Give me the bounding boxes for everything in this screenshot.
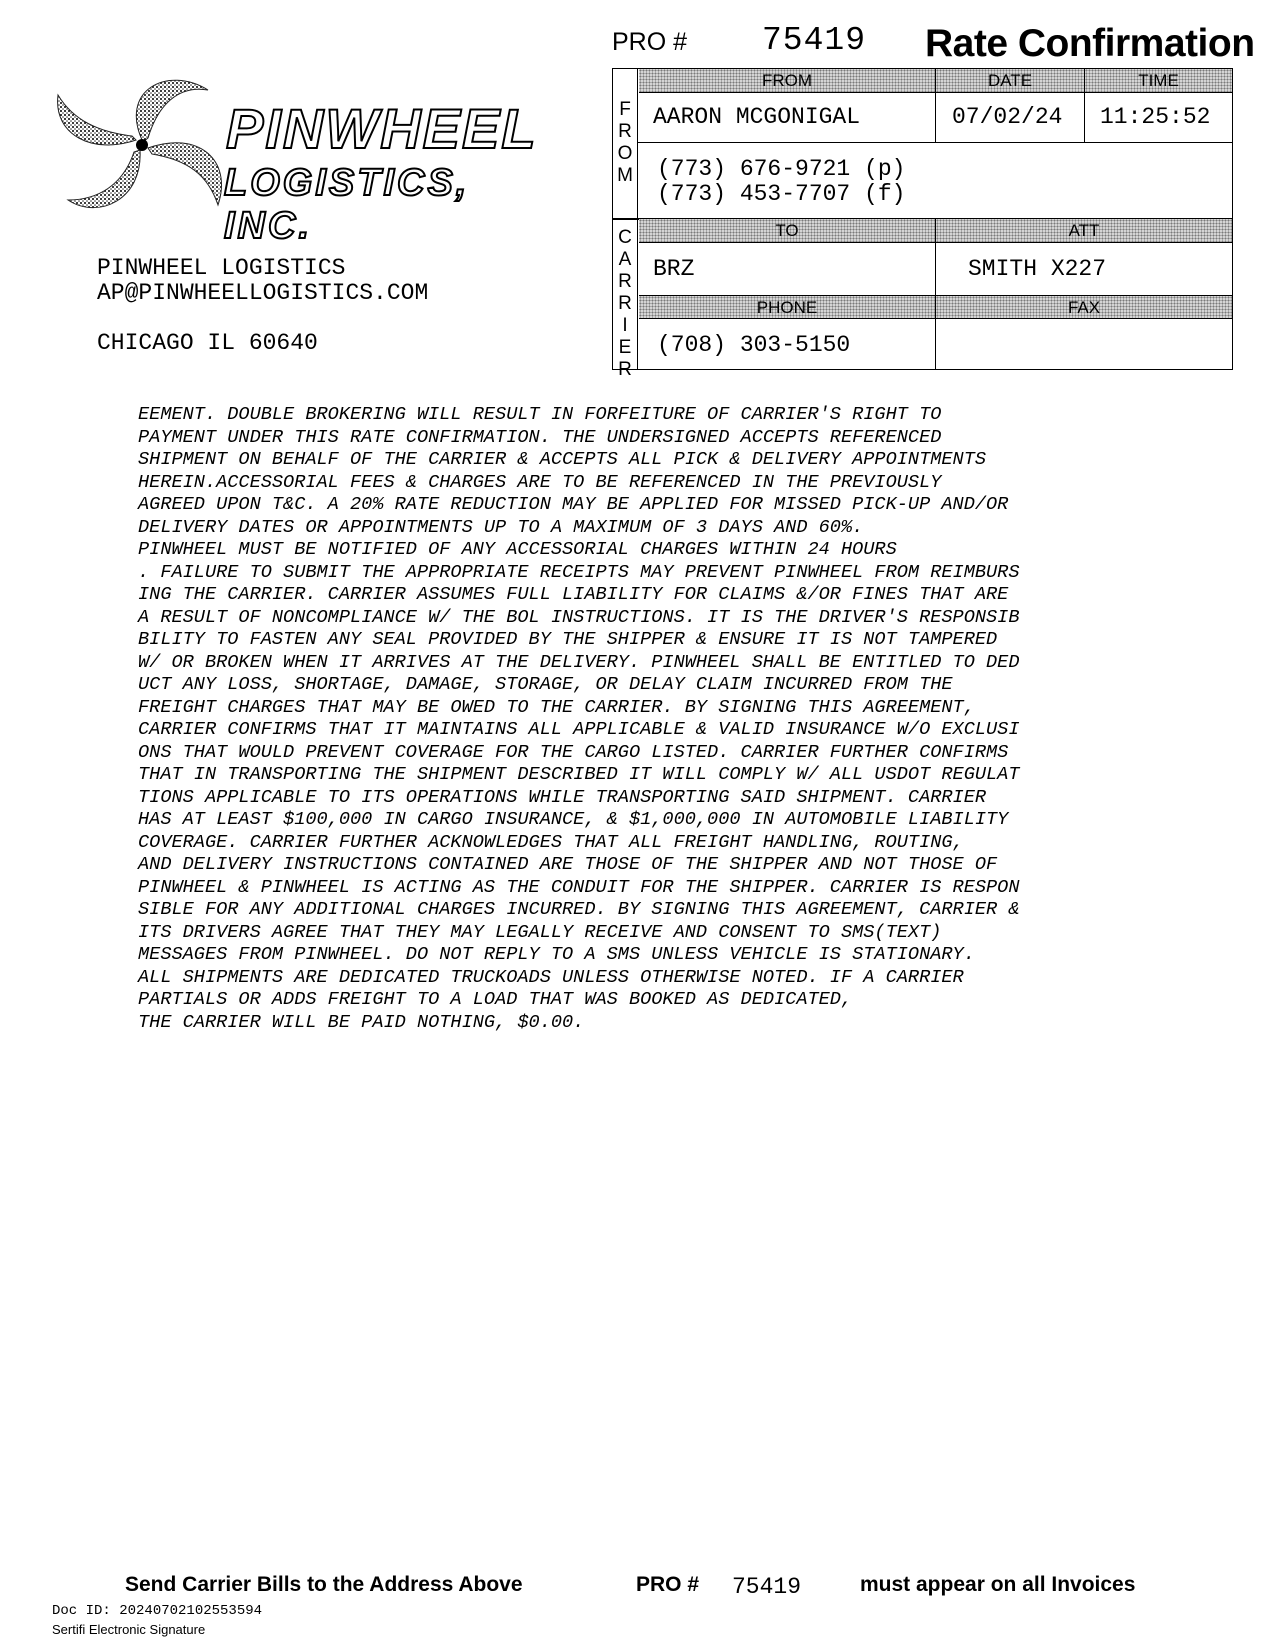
pro-number: 75419 [762, 22, 867, 59]
fax-header: FAX [936, 295, 1232, 319]
pinwheel-icon [48, 70, 238, 220]
terms-line: PINWHEEL & PINWHEEL IS ACTING AS THE CONDUIT FOR THE SHIPPER. CARRIER IS RESPON [138, 876, 1020, 898]
terms-line: COVERAGE. CARRIER FURTHER ACKNOWLEDGES THAT ALL FREIGHT HANDLING, ROUTING, [138, 831, 964, 853]
carrier-side-label: C A R R I E R [618, 227, 632, 380]
terms-line: SIBLE FOR ANY ADDITIONAL CHARGES INCURRED. BY SIGNING THIS AGREEMENT, CARRIER & [138, 899, 1020, 920]
terms-line: W/ OR BROKEN WHEN IT ARRIVES AT THE DELIVERY. PINWHEEL SHALL BE ENTITLED TO DED [138, 651, 1020, 673]
from-name: AARON MCGONIGAL [653, 104, 861, 130]
terms-line: CARRIER CONFIRMS THAT IT MAINTAINS ALL APPLICABLE & VALID INSURANCE W/O EXCLUSI [138, 719, 1020, 740]
terms-line: THE CARRIER WILL BE PAID NOTHING, $0.00. [138, 1011, 585, 1033]
att-header: ATT [936, 219, 1232, 243]
footer-must-appear: must appear on all Invoices [860, 1573, 1136, 1596]
page-title: Rate Confirmation [925, 22, 1255, 65]
carrier-to: BRZ [653, 256, 695, 282]
company-address [97, 256, 428, 356]
terms-line: FREIGHT CHARGES THAT MAY BE OWED TO THE CARRIER. BY SIGNING THIS AGREEMENT, [138, 696, 975, 718]
from-time: 11:25:52 [1100, 104, 1211, 130]
terms-line: ITS DRIVERS AGREE THAT THEY MAY LEGALLY RECEIVE AND CONSENT TO SMS(TEXT) [138, 921, 942, 943]
terms-line: ING THE CARRIER. CARRIER ASSUMES FULL LIABILITY FOR CLAIMS &/OR FINES THAT ARE [138, 584, 1009, 605]
company-city: CHICAGO IL 60640 [97, 330, 318, 356]
terms-line: ONS THAT WOULD PREVENT COVERAGE FOR THE CARGO LISTED. CARRIER FURTHER CONFIRMS [138, 741, 1009, 763]
terms-line: MESSAGES FROM PINWHEEL. DO NOT REPLY TO A SMS UNLESS VEHICLE IS STATIONARY. [138, 944, 975, 965]
terms-text [138, 404, 1138, 1034]
terms-line: TIONS APPLICABLE TO ITS OPERATIONS WHILE TRANSPORTING SAID SHIPMENT. CARRIER [138, 786, 987, 808]
footer-pro-label: PRO # [636, 1573, 700, 1596]
terms-line: EEMENT. DOUBLE BROKERING WILL RESULT IN FORFEITURE OF CARRIER'S RIGHT TO [138, 404, 942, 425]
terms-line: . FAILURE TO SUBMIT THE APPROPRIATE RECEIPTS MAY PREVENT PINWHEEL FROM REIMBURS [138, 561, 1020, 583]
logo-subtitle: LOGISTICS, INC. [224, 162, 470, 247]
to-header: TO [639, 219, 935, 243]
terms-line: DELIVERY DATES OR APPOINTMENTS UP TO A MAXIMUM OF 3 DAYS AND 60%. [138, 516, 864, 538]
signature-provider: Sertifi Electronic Signature [52, 1622, 206, 1637]
from-section [612, 68, 1233, 220]
from-phone: (773) 676-9721 (p) [657, 156, 906, 182]
date-header: DATE [936, 69, 1084, 93]
from-header: FROM [639, 69, 935, 93]
terms-line: PARTIALS OR ADDS FREIGHT TO A LOAD THAT WAS BOOKED AS DEDICATED, [138, 989, 853, 1010]
from-fax: (773) 453-7707 (f) [657, 181, 906, 207]
terms-line: UCT ANY LOSS, SHORTAGE, DAMAGE, STORAGE, OR DELAY CLAIM INCURRED FROM THE [138, 674, 953, 695]
footer-pro-number: 75419 [732, 1574, 802, 1600]
company-name: PINWHEEL LOGISTICS [97, 255, 346, 281]
terms-line: AND DELIVERY INSTRUCTIONS CONTAINED ARE THOSE OF THE SHIPPER AND NOT THOSE OF [138, 854, 998, 875]
terms-line: PAYMENT UNDER THIS RATE CONFIRMATION. THE UNDERSIGNED ACCEPTS REFERENCED [138, 426, 942, 448]
footer-send-bills: Send Carrier Bills to the Address Above [125, 1573, 523, 1596]
terms-line: HEREIN.ACCESSORIAL FEES & CHARGES ARE TO BE REFERENCED IN THE PREVIOUSLY [138, 471, 942, 493]
pro-label: PRO # [612, 28, 688, 56]
terms-line: A RESULT OF NONCOMPLIANCE W/ THE BOL INSTRUCTIONS. IT IS THE DRIVER'S RESPONSIB [138, 606, 1020, 628]
terms-line: PINWHEEL MUST BE NOTIFIED OF ANY ACCESSORIAL CHARGES WITHIN 24 HOURS [138, 539, 897, 560]
company-email: AP@PINWHEELLOGISTICS.COM [97, 280, 429, 306]
carrier-att: SMITH X227 [968, 256, 1107, 282]
terms-line: SHIPMENT ON BEHALF OF THE CARRIER & ACCEPTS ALL PICK & DELIVERY APPOINTMENTS [138, 449, 987, 470]
from-side-label: F R O M [617, 99, 633, 186]
phone-header: PHONE [639, 295, 935, 319]
carrier-phone: (708) 303-5150 [657, 332, 851, 358]
company-logo [48, 70, 538, 247]
terms-line: AGREED UPON T&C. A 20% RATE REDUCTION MAY BE APPLIED FOR MISSED PICK-UP AND/OR [138, 494, 1009, 515]
logo-name: PINWHEEL [226, 97, 538, 160]
time-header: TIME [1085, 69, 1232, 93]
terms-line: THAT IN TRANSPORTING THE SHIPMENT DESCRIBED IT WILL COMPLY W/ ALL USDOT REGULAT [138, 764, 1020, 785]
carrier-section [612, 218, 1233, 380]
terms-line: HAS AT LEAST $100,000 IN CARGO INSURANCE, & $1,000,000 IN AUTOMOBILE LIABILITY [138, 809, 1009, 830]
terms-line: ALL SHIPMENTS ARE DEDICATED TRUCKOADS UNLESS OTHERWISE NOTED. IF A CARRIER [138, 966, 964, 988]
from-date: 07/02/24 [952, 104, 1063, 130]
terms-line: BILITY TO FASTEN ANY SEAL PROVIDED BY THE SHIPPER & ENSURE IT IS NOT TAMPERED [138, 629, 998, 650]
doc-id: Doc ID: 20240702102553594 [52, 1603, 263, 1619]
